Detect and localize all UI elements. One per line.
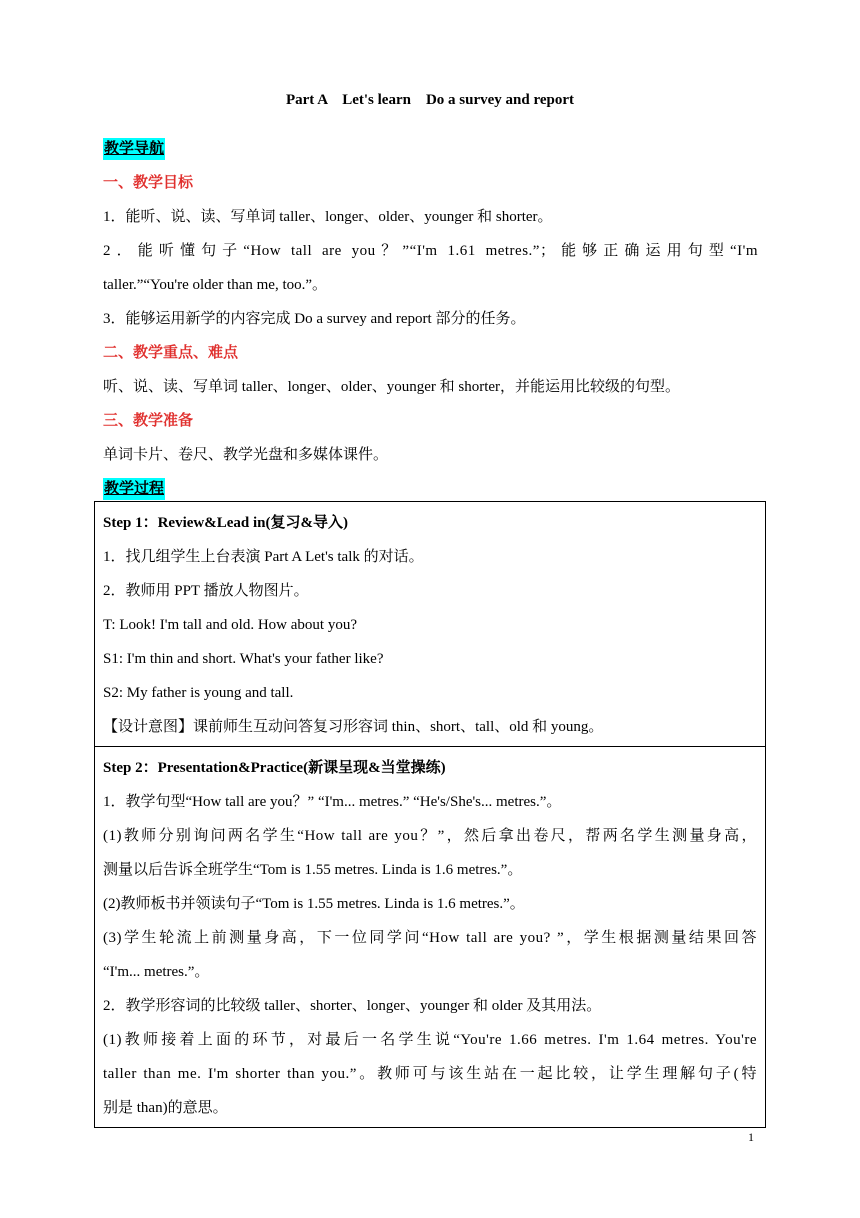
step2-line: (1)教师接着上面的环节，对最后一名学生说“You're 1.66 metres. I'm 1.64 metres. You're [103, 1032, 757, 1048]
step2-line: “I'm... metres.”。 [103, 964, 210, 980]
objective-item: 3．能够运用新学的内容完成 Do a survey and report 部分的任务。 [103, 311, 526, 327]
step1-line: T: Look! I'm tall and old. How about you? [103, 617, 357, 633]
objective-item: taller.”“You're older than me, too.”。 [103, 277, 328, 293]
table-row [95, 747, 766, 1128]
step1-line: S2: My father is young and tall. [103, 685, 294, 701]
step2-line: 1．教学句型“How tall are you？” “I'm... metres.” “He's/She's... metres.”。 [103, 794, 562, 810]
step2-title: Step 2：Presentation&Practice(新课呈现&当堂操练) [103, 760, 446, 776]
step2-line: (3)学生轮流上前测量身高，下一位同学问“How tall are you? ”，学生根据测量结果回答 [103, 930, 757, 946]
step2-line: 测量以后告诉全班学生“Tom is 1.55 metres. Linda is 1.6 metres.”。 [103, 862, 523, 878]
keypoints-text: 听、说、读、写单词 taller、longer、older、younger 和 shorter，并能运用比较级的句型。 [103, 379, 681, 395]
step2-line: taller than me. I'm shorter than you.”。教师可与该生站在一起比较，让学生理解句子(特 [103, 1066, 757, 1082]
objective-item: 2．能听懂句子“How tall are you？”“I'm 1.61 metres.”；能够正确运用句型“I'm [103, 243, 758, 259]
step1-line: 2．教师用 PPT 播放人物图片。 [103, 583, 309, 599]
keypoints-heading: 二、教学重点、难点 [103, 345, 239, 361]
page-title: Part A Let's learn Do a survey and report [285, 92, 575, 108]
preparation-heading: 三、教学准备 [103, 413, 194, 429]
step1-cell [95, 502, 766, 747]
step2-line: 别是 than)的意思。 [103, 1100, 228, 1116]
step2-line: 2．教学形容词的比较级 taller、shorter、longer、younger 和 older 及其用法。 [103, 998, 602, 1014]
preparation-text: 单词卡片、卷尺、教学光盘和多媒体课件。 [103, 447, 389, 463]
teaching-process-table [94, 501, 766, 1128]
document-body [103, 132, 758, 506]
step1-design-intent: 【设计意图】课前师生互动问答复习形容词 thin、short、tall、old 和 young。 [103, 719, 604, 735]
step2-line: (2)教师板书并领读句子“Tom is 1.55 metres. Linda is 1.6 metres.”。 [103, 896, 525, 912]
objective-item: 1．能听、说、读、写单词 taller、longer、older、younger 和 shorter。 [103, 209, 553, 225]
step1-line: 1．找几组学生上台表演 Part A Let's talk 的对话。 [103, 549, 424, 565]
process-section-heading: 教学过程 [103, 478, 165, 500]
guide-section-heading-row [103, 132, 758, 166]
step1-line: S1: I'm thin and short. What's your father like? [103, 651, 384, 667]
step2-line: (1)教师分别询问两名学生“How tall are you？”，然后拿出卷尺，帮两名学生测量身高， [103, 828, 757, 844]
guide-section-heading: 教学导航 [103, 138, 165, 160]
table-row [95, 502, 766, 747]
objectives-heading: 一、教学目标 [103, 175, 194, 191]
page-number: 1 [748, 1130, 754, 1144]
step2-cell [95, 747, 766, 1128]
step1-title: Step 1：Review&Lead in(复习&导入) [103, 515, 348, 531]
